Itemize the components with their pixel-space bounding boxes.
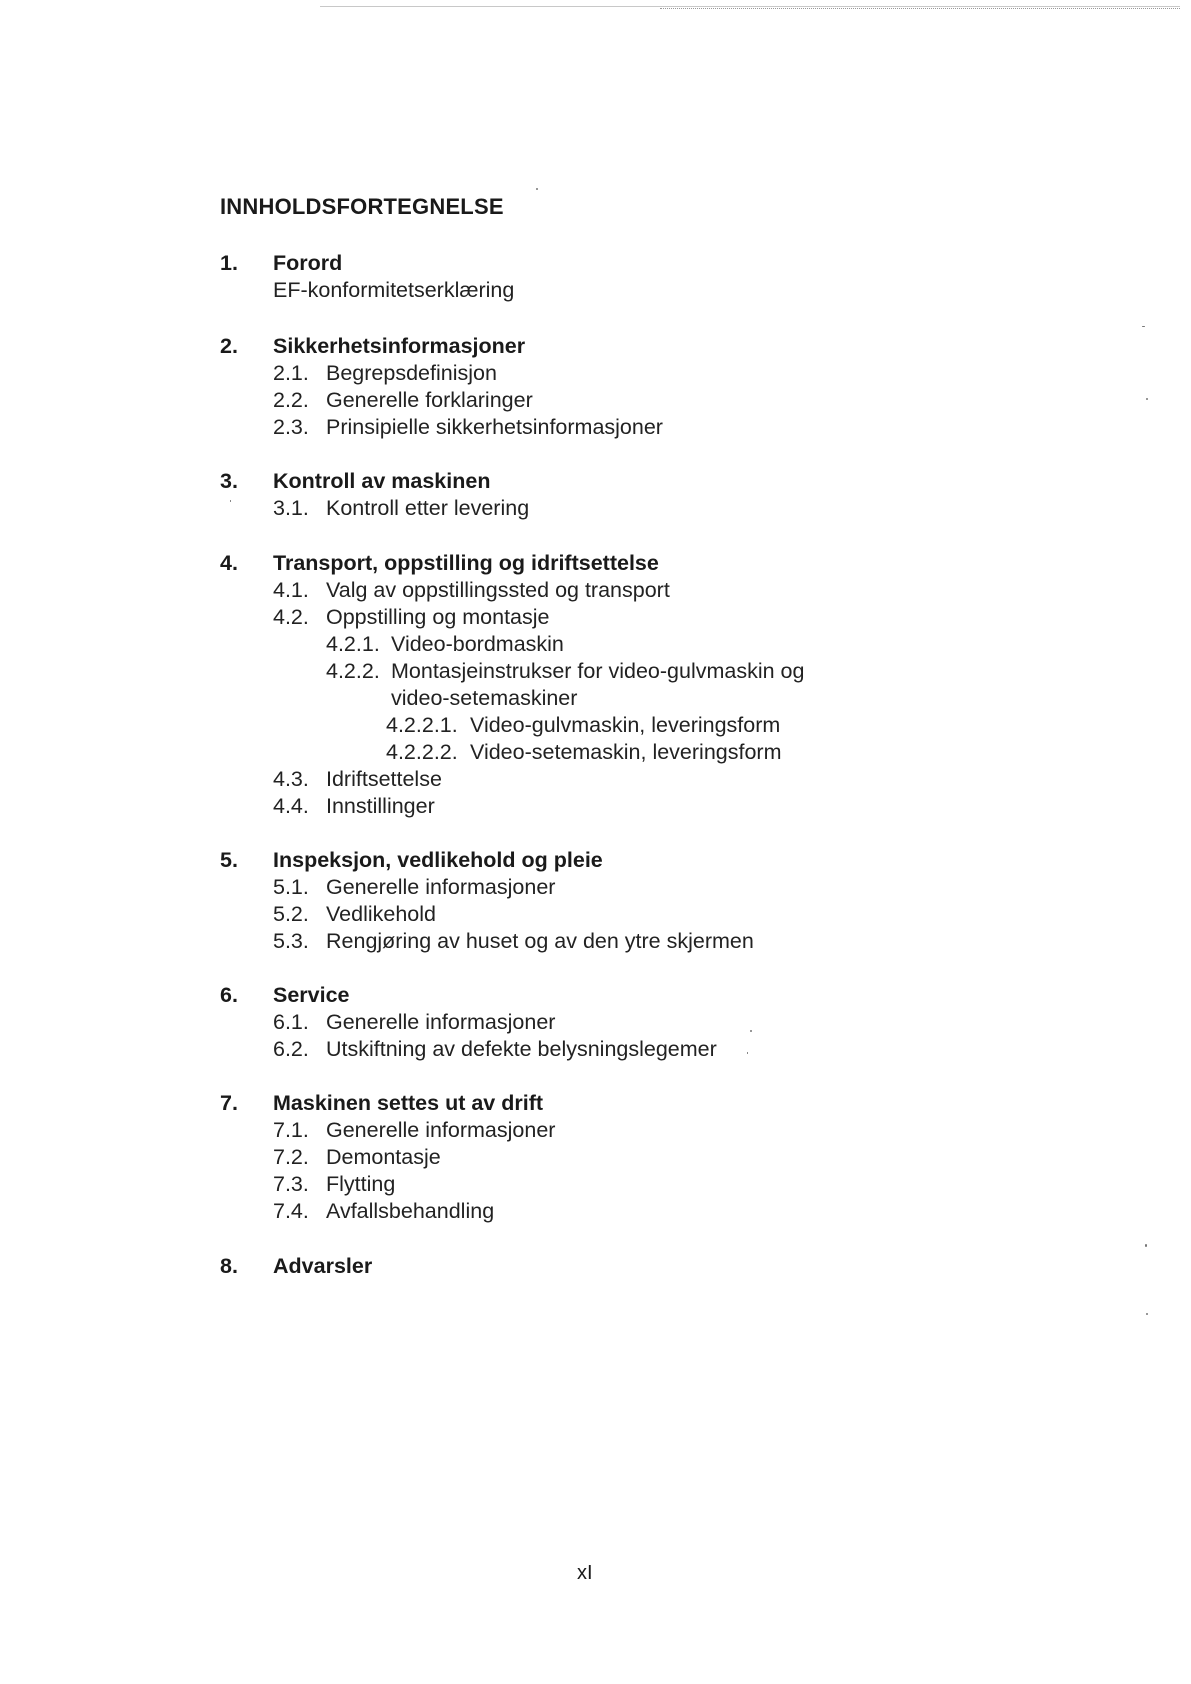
entry-4-2-2-number: 4.2.2. — [326, 659, 380, 683]
entry-4-2-2-2-text: Video-setemaskin, leveringsform — [470, 740, 782, 764]
entry-7-4-text: Avfallsbehandling — [326, 1199, 495, 1223]
scan-speck — [1146, 398, 1148, 400]
chapter-3-number: 3. — [220, 469, 238, 493]
chapter-8-number: 8. — [220, 1254, 238, 1278]
scan-speck — [750, 1030, 752, 1032]
chapter-7-title: Maskinen settes ut av drift — [273, 1091, 544, 1115]
chapter-7-number: 7. — [220, 1091, 238, 1115]
entry-2-3-number: 2.3. — [273, 415, 309, 439]
entry-4-2-1-number: 4.2.1. — [326, 632, 380, 656]
entry-4-4-text: Innstillinger — [326, 794, 435, 818]
chapter-6-title: Service — [273, 983, 350, 1007]
entry-7-3-number: 7.3. — [273, 1172, 309, 1196]
entry-4-2-2-1-number: 4.2.2.1. — [386, 713, 458, 737]
entry-7-1-number: 7.1. — [273, 1118, 309, 1142]
entry-5-2-number: 5.2. — [273, 902, 309, 926]
page-number: xI — [577, 1562, 593, 1584]
entry-4-1-text: Valg av oppstillingssted og transport — [326, 578, 670, 602]
entry-7-3-text: Flytting — [326, 1172, 396, 1196]
entry-2-3-text: Prinsipielle sikkerhetsinformasjoner — [326, 415, 663, 439]
entry-2-2-text: Generelle forklaringer — [326, 388, 533, 412]
entry-5-1-text: Generelle informasjoner — [326, 875, 556, 899]
scan-speck — [1146, 1313, 1148, 1315]
chapter-4-title: Transport, oppstilling og idriftsettelse — [273, 551, 659, 575]
entry-5-1-number: 5.1. — [273, 875, 309, 899]
entry-4-2-2-1-text: Video-gulvmaskin, leveringsform — [470, 713, 781, 737]
chapter-3-title: Kontroll av maskinen — [273, 469, 491, 493]
entry-4-3-number: 4.3. — [273, 767, 309, 791]
entry-4-2-1-text: Video-bordmaskin — [391, 632, 564, 656]
chapter-1-title: Forord — [273, 251, 343, 275]
entry-6-2-number: 6.2. — [273, 1037, 309, 1061]
entry-4-2-number: 4.2. — [273, 605, 309, 629]
scan-speck — [747, 1052, 748, 1054]
chapter-1-line: EF-konformitetserklæring — [273, 278, 515, 302]
chapter-6-number: 6. — [220, 983, 238, 1007]
entry-3-1-text: Kontroll etter levering — [326, 496, 530, 520]
entry-5-3-text: Rengjøring av huset og av den ytre skjermen — [326, 929, 754, 953]
entry-4-4-number: 4.4. — [273, 794, 309, 818]
entry-4-2-2-2-number: 4.2.2.2. — [386, 740, 458, 764]
entry-4-3-text: Idriftsettelse — [326, 767, 442, 791]
entry-5-2-text: Vedlikehold — [326, 902, 436, 926]
scan-speck — [536, 188, 538, 190]
entry-5-3-number: 5.3. — [273, 929, 309, 953]
entry-6-1-text: Generelle informasjoner — [326, 1010, 556, 1034]
entry-4-1-number: 4.1. — [273, 578, 309, 602]
entry-7-2-text: Demontasje — [326, 1145, 441, 1169]
entry-6-2-text: Utskiftning av defekte belysningslegemer — [326, 1037, 717, 1061]
chapter-1-number: 1. — [220, 251, 238, 275]
scan-speck — [1145, 1244, 1147, 1247]
scan-speck — [1142, 326, 1145, 327]
entry-2-1-text: Begrepsdefinisjon — [326, 361, 497, 385]
entry-4-2-2-text: Montasjeinstrukser for video-gulvmaskin og — [391, 659, 805, 683]
entry-7-4-number: 7.4. — [273, 1199, 309, 1223]
chapter-2-title: Sikkerhetsinformasjoner — [273, 334, 526, 358]
toc-title: INNHOLDSFORTEGNELSE — [220, 194, 504, 219]
chapter-2-number: 2. — [220, 334, 238, 358]
entry-4-2-2-continuation: video-setemaskiner — [391, 686, 578, 710]
chapter-5-title: Inspeksjon, vedlikehold og pleie — [273, 848, 603, 872]
scan-speck — [230, 500, 231, 502]
entry-2-2-number: 2.2. — [273, 388, 309, 412]
chapter-4-number: 4. — [220, 551, 238, 575]
entry-4-2-text: Oppstilling og montasje — [326, 605, 550, 629]
entry-3-1-number: 3.1. — [273, 496, 309, 520]
chapter-8-title: Advarsler — [273, 1254, 373, 1278]
entry-6-1-number: 6.1. — [273, 1010, 309, 1034]
entry-7-1-text: Generelle informasjoner — [326, 1118, 556, 1142]
chapter-5-number: 5. — [220, 848, 238, 872]
entry-7-2-number: 7.2. — [273, 1145, 309, 1169]
entry-2-1-number: 2.1. — [273, 361, 309, 385]
